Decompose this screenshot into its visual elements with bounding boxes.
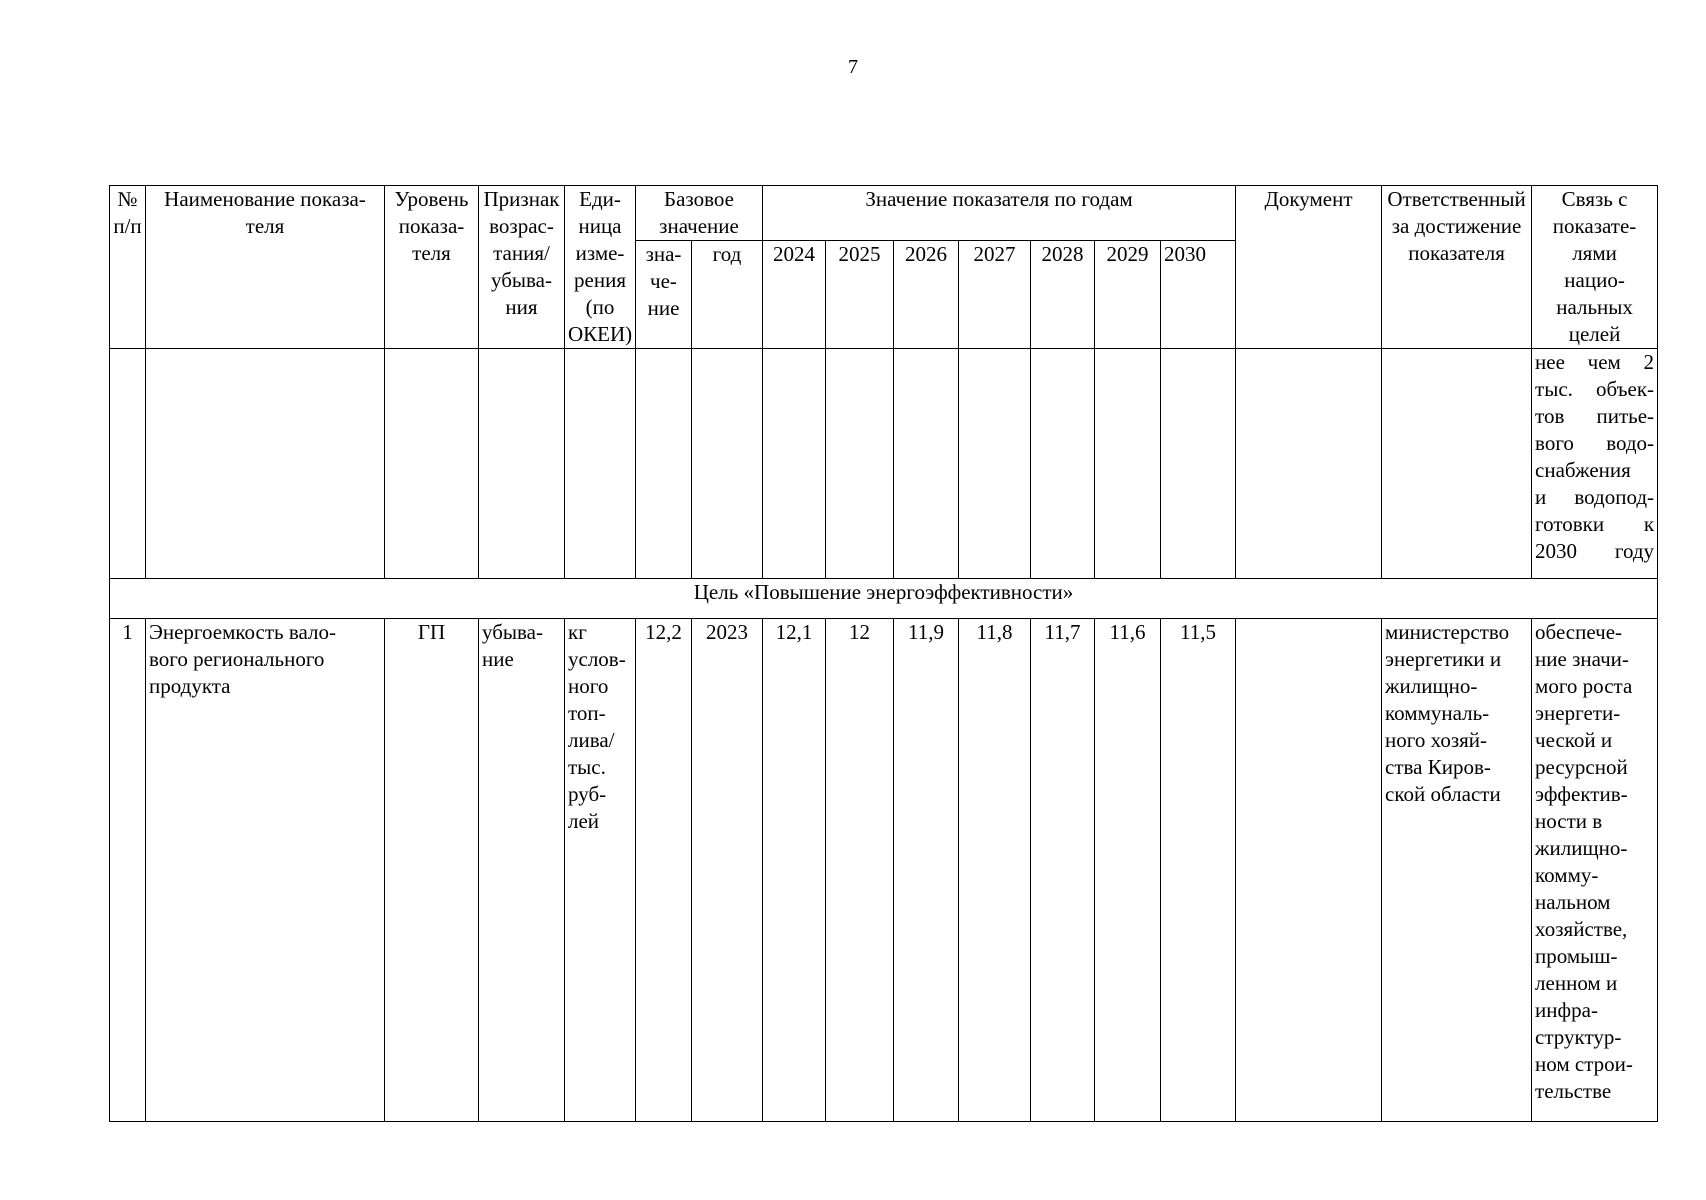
header-year-2028: 2028 bbox=[1031, 241, 1095, 349]
table-cell bbox=[1161, 349, 1236, 579]
table-cell bbox=[894, 349, 959, 579]
row-unit: кг услов- ного топ- лива/ тыс. руб- лей bbox=[565, 619, 636, 1122]
table-cell bbox=[385, 349, 479, 579]
header-year-2030: 2030 bbox=[1161, 241, 1236, 349]
row-value-2026: 11,9 bbox=[894, 619, 959, 1122]
indicators-table bbox=[109, 185, 1658, 1122]
header-year-2027: 2027 bbox=[959, 241, 1031, 349]
row-value-2024: 12,1 bbox=[763, 619, 826, 1122]
header-link: Связь с показате- лями нацио- нальных целей bbox=[1532, 186, 1658, 349]
header-document: Документ bbox=[1236, 186, 1382, 349]
header-year-2026: 2026 bbox=[894, 241, 959, 349]
page-number: 7 bbox=[848, 56, 858, 78]
row-value-2028: 11,7 bbox=[1031, 619, 1095, 1122]
row-value-2027: 11,8 bbox=[959, 619, 1031, 1122]
row-value-2030: 11,5 bbox=[1161, 619, 1236, 1122]
row-level: ГП bbox=[385, 619, 479, 1122]
header-responsible: Ответственный за достижение показателя bbox=[1382, 186, 1532, 349]
header-year-2025: 2025 bbox=[826, 241, 894, 349]
section-row bbox=[110, 579, 1658, 619]
table-cell bbox=[1382, 349, 1532, 579]
row-link: обеспече- ние значи- мого роста энергети- ческой и ресурсной эффектив- ности в жилищно- комму- нальном хозяйстве, промыш- ленном и инфра- структур- ном строи- тельстве bbox=[1532, 619, 1658, 1122]
table-cell bbox=[636, 349, 692, 579]
carryover-link-text: нее чем 2 тыс. объек- тов питье- вого водо- снабжения и водопод- готовки к 2030 году bbox=[1532, 349, 1658, 579]
table-cell bbox=[110, 349, 146, 579]
section-title: Цель «Повышение энергоэффективности» bbox=[110, 579, 1658, 619]
header-base: Базовое значение bbox=[636, 186, 763, 241]
table-cell bbox=[1236, 349, 1382, 579]
row-document bbox=[1236, 619, 1382, 1122]
header-base-value: зна- че- ние bbox=[636, 241, 692, 349]
row-num: 1 bbox=[110, 619, 146, 1122]
table-row-carryover bbox=[110, 349, 1658, 579]
header-num: № п/п bbox=[110, 186, 146, 349]
table-cell bbox=[565, 349, 636, 579]
table-cell bbox=[826, 349, 894, 579]
table-cell bbox=[1031, 349, 1095, 579]
header-name: Наименование показа- теля bbox=[146, 186, 385, 349]
table-cell bbox=[146, 349, 385, 579]
header-unit: Еди- ница изме- рения (по ОКЕИ) bbox=[565, 186, 636, 349]
table-cell bbox=[479, 349, 565, 579]
table-cell bbox=[959, 349, 1031, 579]
row-base-value: 12,2 bbox=[636, 619, 692, 1122]
header-level: Уровень показа- теля bbox=[385, 186, 479, 349]
table-cell bbox=[763, 349, 826, 579]
row-value-2025: 12 bbox=[826, 619, 894, 1122]
header-base-year: год bbox=[692, 241, 763, 349]
row-responsible: министерство энергетики и жилищно- коммуналь- ного хозяй- ства Киров- ской области bbox=[1382, 619, 1532, 1122]
header-year-2024: 2024 bbox=[763, 241, 826, 349]
header-trend: Признак возрас- тания/ убыва- ния bbox=[479, 186, 565, 349]
header-year-2029: 2029 bbox=[1095, 241, 1161, 349]
header-by-years: Значение показателя по годам bbox=[763, 186, 1236, 241]
table-cell bbox=[692, 349, 763, 579]
table-header-row bbox=[110, 186, 1658, 241]
row-name: Энергоемкость вало- вого регионального продукта bbox=[146, 619, 385, 1122]
row-base-year: 2023 bbox=[692, 619, 763, 1122]
row-trend: убыва- ние bbox=[479, 619, 565, 1122]
table-row bbox=[110, 619, 1658, 1122]
row-value-2029: 11,6 bbox=[1095, 619, 1161, 1122]
table-cell bbox=[1095, 349, 1161, 579]
